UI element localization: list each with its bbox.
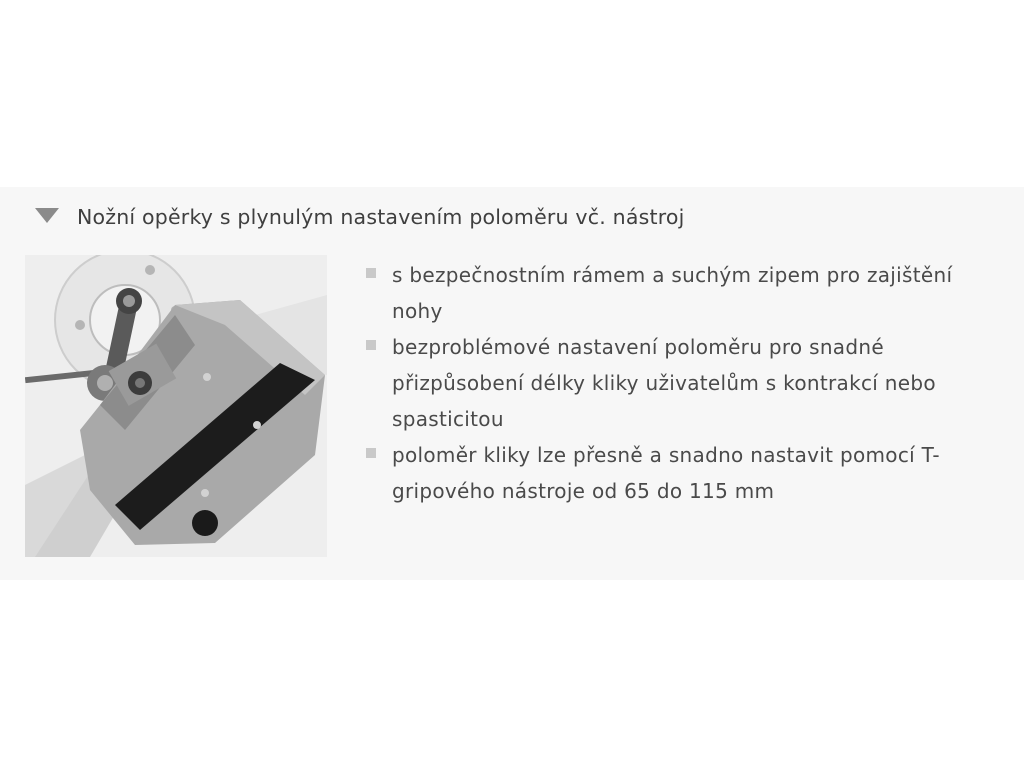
feature-text: s bezpečnostním rámem a suchým zipem pro zajištění nohy [392,263,953,323]
bullet-square-icon [366,448,376,458]
feature-list [366,257,996,509]
triangle-down-icon[interactable] [35,208,59,223]
feature-panel [0,187,1024,580]
list-item [366,437,996,509]
footrest-illustration [25,255,327,557]
list-item [366,329,996,437]
section-header[interactable] [35,205,685,229]
feature-text: poloměr kliky lze přesně a snadno nastavit pomocí T-gripového nástroje od 65 do 115 mm [392,443,940,503]
section-title: Nožní opěrky s plynulým nastavením poloměru vč. nástroj [77,205,685,229]
product-photo [25,255,327,557]
feature-text: bezproblémové nastavení poloměru pro snadné přizpůsobení délky kliky uživatelům s kontrakcí nebo spasticitou [392,335,936,431]
list-item [366,257,996,329]
bullet-square-icon [366,340,376,350]
bullet-square-icon [366,268,376,278]
